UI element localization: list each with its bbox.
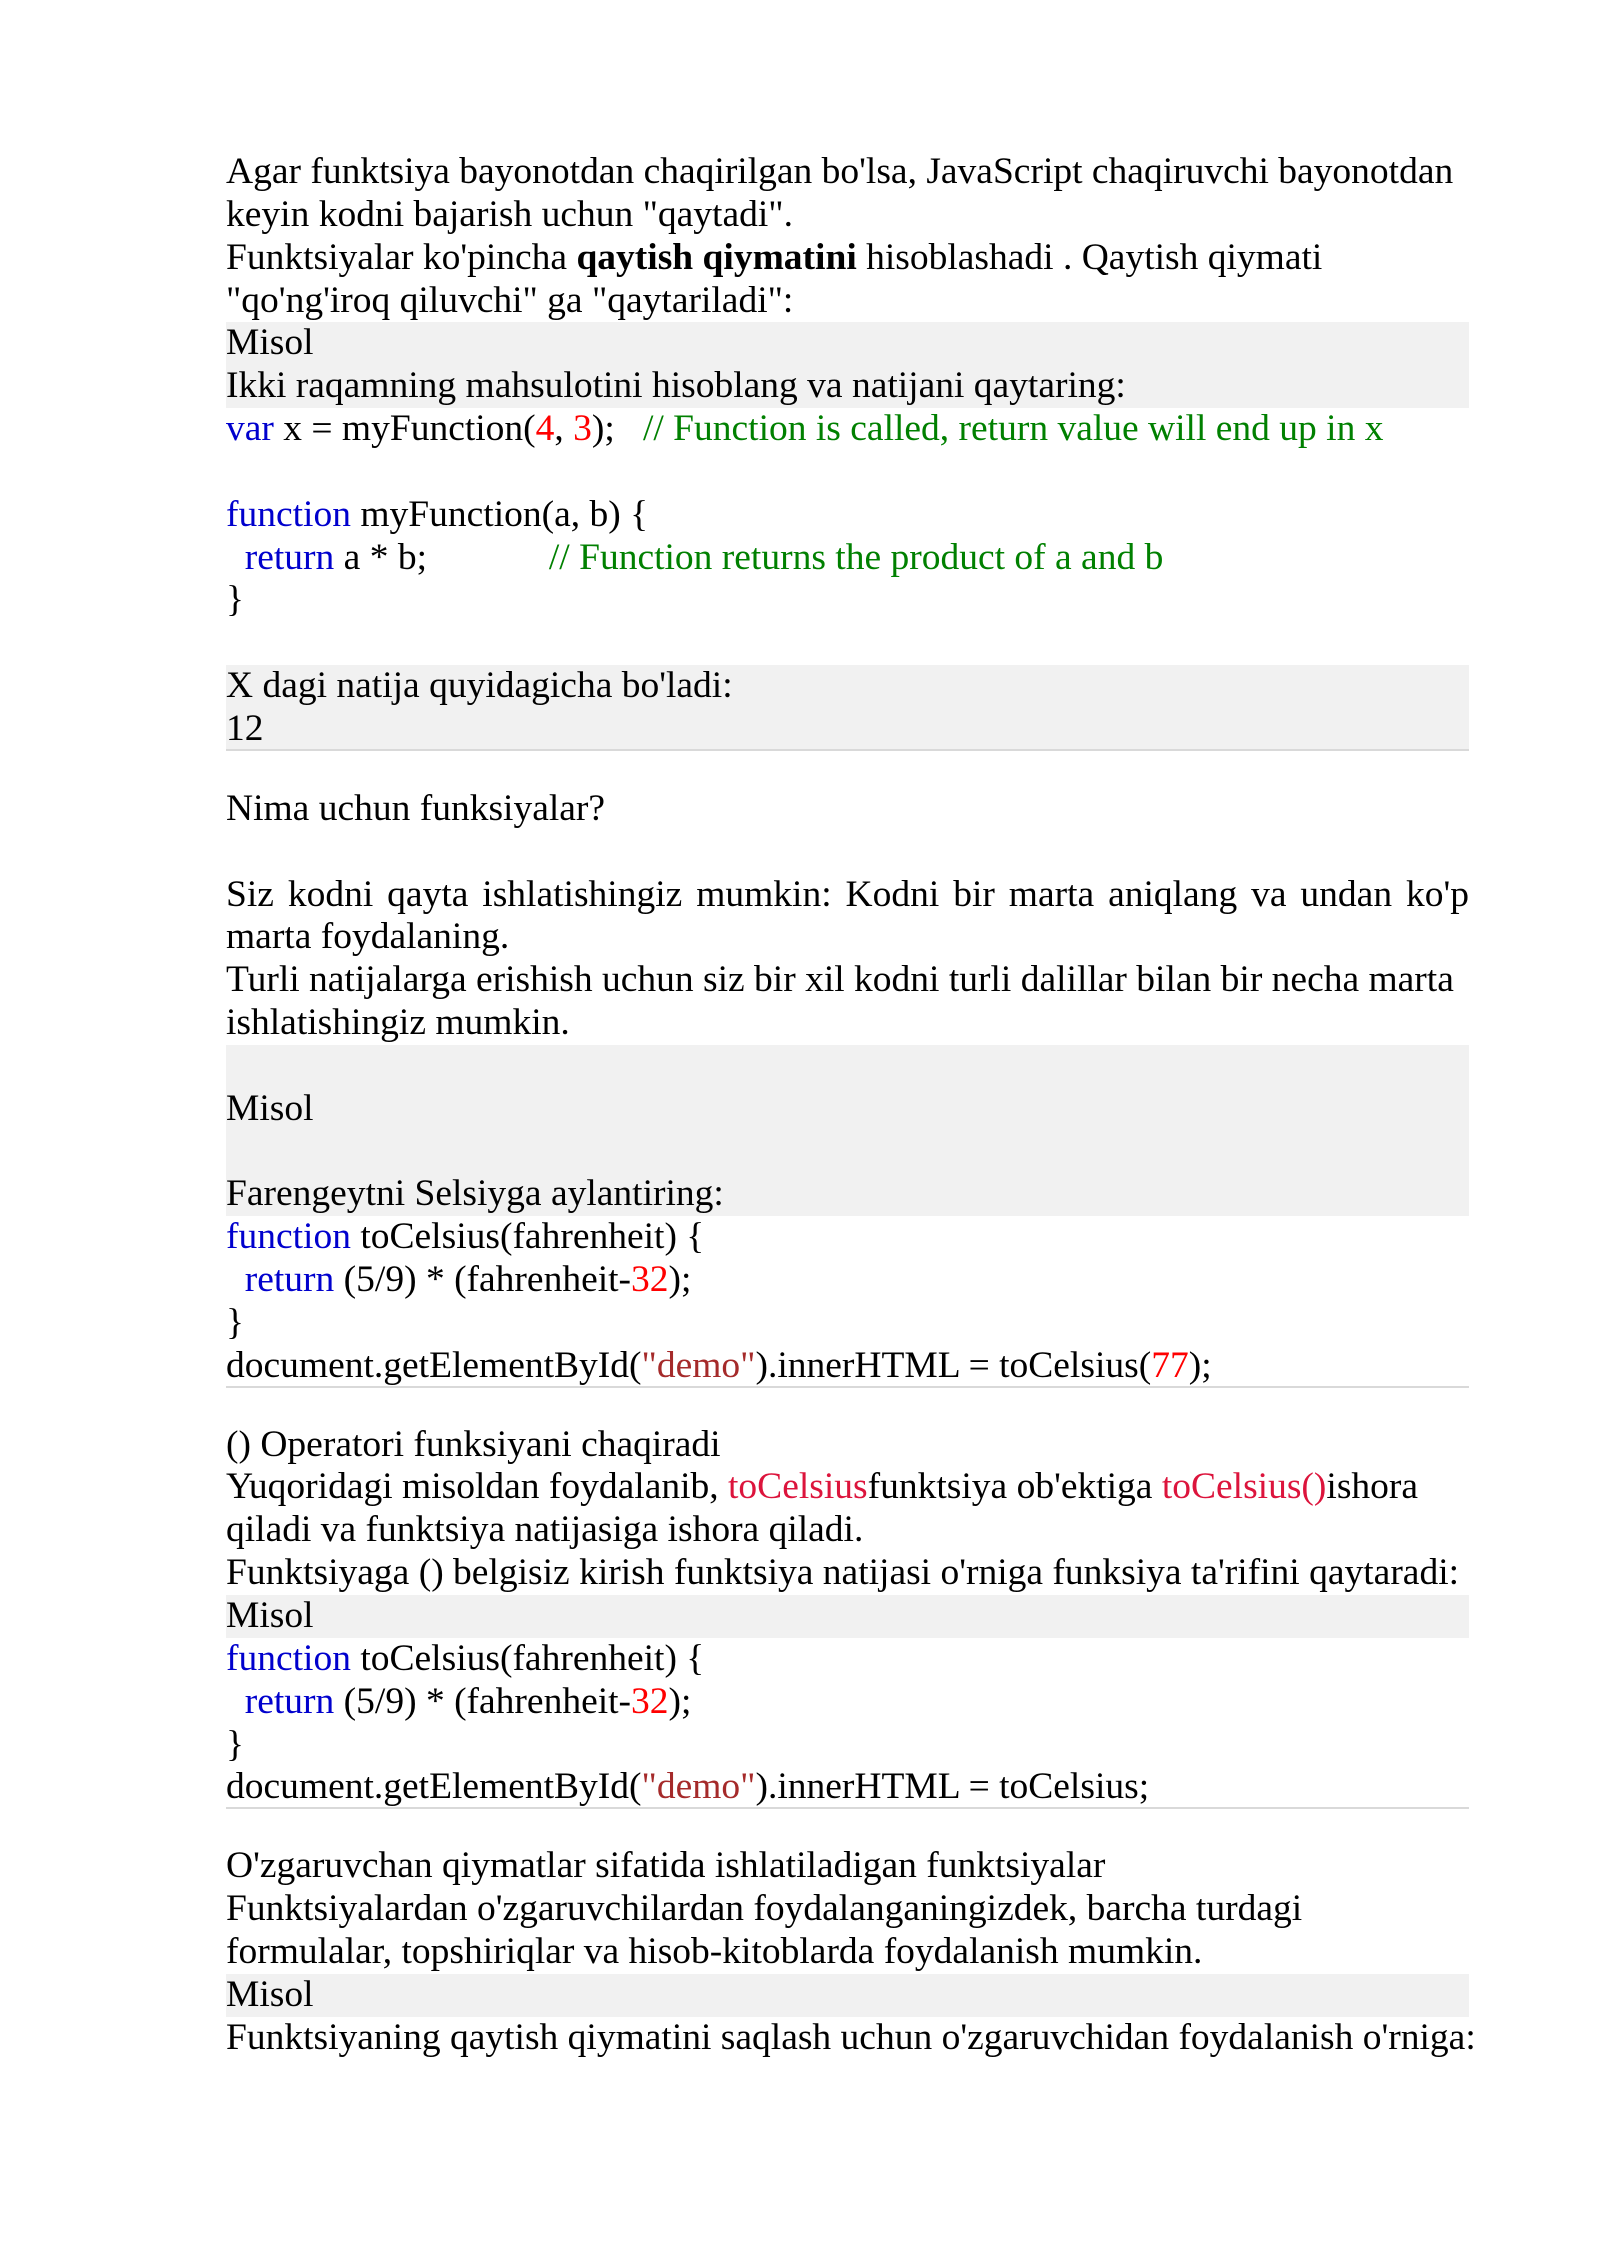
example-label: Misol <box>226 1087 314 1129</box>
code-text: toCelsius(fahrenheit) { <box>350 1637 705 1679</box>
code-number: 32 <box>631 1680 669 1722</box>
code-text: (5/9) * (fahrenheit- <box>334 1259 632 1301</box>
paragraph-line: formulalar, topshiriqlar va hisob-kitoblarda foydalanish mumkin. <box>226 1930 1203 1972</box>
code-text: } <box>226 1723 244 1765</box>
paragraph-text: ishora <box>1326 1466 1419 1508</box>
code-line <box>226 579 1469 622</box>
code-line <box>226 1681 1469 1724</box>
code-line <box>226 1259 1469 1302</box>
code-keyword: var <box>226 408 274 450</box>
code-line <box>226 1766 1469 1809</box>
example-1-code-block <box>226 408 1469 622</box>
example-description: Farengeytni Selsiyga aylantiring: <box>226 1173 724 1215</box>
code-text: document.getElementById( <box>226 1766 642 1808</box>
paragraph-text: Yuqoridagi misoldan foydalanib, <box>226 1466 729 1508</box>
code-line <box>226 1302 1469 1345</box>
code-number: 32 <box>631 1259 669 1301</box>
code-text: ); <box>591 408 643 450</box>
code-text: myFunction(a, b) { <box>350 493 649 535</box>
paragraph-line: Siz kodni qayta ishlatishingiz mumkin: Kodni bir marta aniqlang va undan ko'p <box>226 873 1469 915</box>
paragraph-line: Funktsiyalardan o'zgaruvchilardan foydalanganingizdek, barcha turdagi <box>226 1888 1303 1930</box>
spacer <box>226 451 1469 494</box>
spacer <box>226 1045 1469 1088</box>
paragraph-line: Turli natijalarga erishish uchun siz bir xil kodni turli dalillar bilan bir necha marta <box>226 959 1454 1001</box>
code-comment: // Function is called, return value will end up in x <box>642 408 1384 450</box>
section-heading: () Operatori funksiyani chaqiradi <box>226 1423 721 1465</box>
example-2-code-block <box>226 1216 1469 1387</box>
example-3-code-block <box>226 1638 1469 1809</box>
paragraph-line <box>226 237 1469 280</box>
paragraph-line: qiladi va funktsiya natijasiga ishora qiladi. <box>226 1509 864 1551</box>
code-keyword: return <box>226 1680 335 1722</box>
code-text: } <box>226 579 244 621</box>
spacer <box>226 1388 1469 1424</box>
paragraph-line: Funktsiyaga () belgisiz kirish funktsiya natijasi o'rniga funksiya ta'rifini qaytaradi: <box>226 1552 1460 1594</box>
code-text: ); <box>668 1259 692 1301</box>
code-string: "demo" <box>641 1766 756 1808</box>
code-text: (5/9) * (fahrenheit- <box>334 1680 632 1722</box>
code-keyword: function <box>226 493 351 535</box>
bold-term: qaytish qiymatini <box>576 236 857 278</box>
code-keyword: function <box>226 1637 351 1679</box>
result-label: X dagi natija quyidagicha bo'ladi: <box>226 665 733 707</box>
code-string: "demo" <box>641 1344 756 1386</box>
code-text: toCelsius(fahrenheit) { <box>350 1216 705 1258</box>
code-line <box>226 1638 1469 1681</box>
inline-code: toCelsius() <box>1161 1466 1327 1508</box>
code-text: x = myFunction( <box>273 408 536 450</box>
example-label: Misol <box>226 1974 1469 2017</box>
paragraph-text: Funktsiyalar ko'pincha <box>226 236 577 278</box>
code-text: } <box>226 1301 244 1343</box>
code-keyword: return <box>226 536 335 578</box>
paragraph-line: ishlatishingiz mumkin. <box>226 1002 570 1044</box>
code-text: a * b; <box>334 536 549 578</box>
paragraph-line: marta foydalaning. <box>226 916 510 958</box>
code-text: ).innerHTML = toCelsius( <box>755 1344 1152 1386</box>
code-line <box>226 1724 1469 1767</box>
code-comment: // Function returns the product of a and b <box>548 536 1164 578</box>
code-line <box>226 494 1469 537</box>
section-heading: Nima uchun funksiyalar? <box>226 787 606 829</box>
code-line <box>226 537 1469 580</box>
spacer <box>226 1809 1469 1845</box>
result-box <box>226 665 1469 751</box>
paragraph-line: keyin kodni bajarish uchun "qaytadi". <box>226 193 793 235</box>
code-number: 77 <box>1151 1344 1189 1386</box>
result-value: 12 <box>226 707 264 749</box>
code-text: ); <box>1188 1344 1212 1386</box>
paragraph-line: "qo'ng'iroq qiluvchi" ga "qaytariladi": <box>226 279 794 321</box>
code-line <box>226 408 1469 451</box>
code-number: 4 <box>535 408 555 450</box>
code-keyword: return <box>226 1259 335 1301</box>
code-text: , <box>554 408 574 450</box>
code-line <box>226 1345 1469 1388</box>
spacer <box>226 1131 1469 1174</box>
example-description: Ikki raqamning mahsulotini hisoblang va natijani qaytaring: <box>226 365 1126 407</box>
paragraph-line <box>226 1466 1469 1509</box>
example-description: Funktsiyaning qaytish qiymatini saqlash uchun o'zgaruvchidan foydalanish o'rniga: <box>226 2016 1476 2058</box>
example-label: Misol <box>226 1595 1469 1638</box>
inline-code: toCelsius <box>728 1466 868 1508</box>
code-keyword: function <box>226 1216 351 1258</box>
spacer <box>226 751 1469 788</box>
code-line <box>226 1216 1469 1259</box>
code-number: 3 <box>573 408 592 450</box>
section-heading: O'zgaruvchan qiymatlar sifatida ishlatiladigan funktsiyalar <box>226 1845 1106 1887</box>
code-text: ); <box>668 1680 692 1722</box>
code-text: document.getElementById( <box>226 1344 642 1386</box>
document-page <box>226 151 1476 2059</box>
paragraph-line: Agar funktsiya bayonotdan chaqirilgan bo'lsa, JavaScript chaqiruvchi bayonotdan <box>226 151 1454 192</box>
paragraph-text: hisoblashadi . Qaytish qiymati <box>856 236 1323 278</box>
spacer <box>226 831 1469 874</box>
spacer <box>226 622 1469 665</box>
example-2-header <box>226 1045 1469 1216</box>
paragraph-text: funktsiya ob'ektiga <box>867 1466 1162 1508</box>
example-label: Misol <box>226 322 314 364</box>
code-text: ).innerHTML = toCelsius; <box>755 1766 1150 1808</box>
example-1-header <box>226 322 1469 408</box>
